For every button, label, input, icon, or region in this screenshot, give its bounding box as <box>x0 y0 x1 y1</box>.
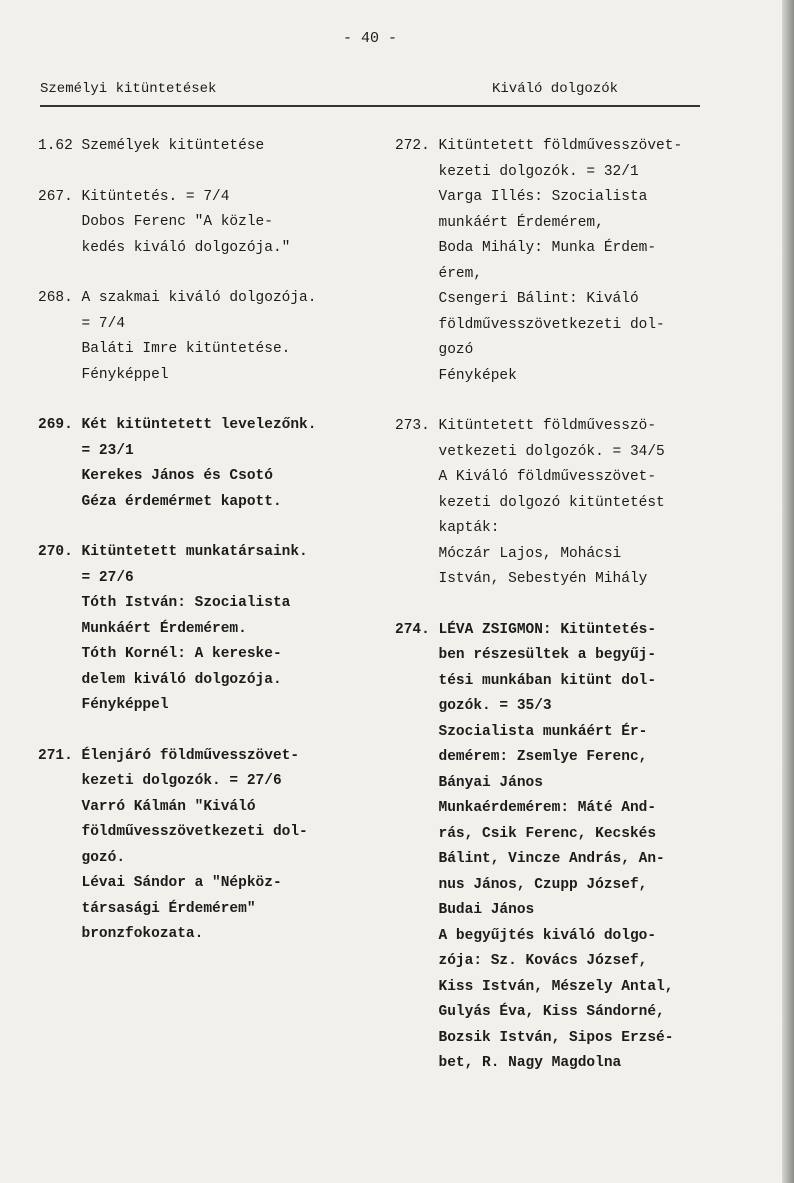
entry <box>38 744 368 948</box>
entry-line: 267. Kitüntetés. = 7/4 <box>38 188 230 205</box>
entry-line: bronzfokozata. <box>38 926 204 942</box>
entry-line: Kerekes János és Csotó <box>38 468 273 484</box>
entry-line: zója: Sz. Kovács József, <box>395 953 648 969</box>
entry <box>38 540 368 719</box>
entry-line: = 7/4 <box>38 315 126 332</box>
entry-line: 271. Élenjáró földművesszövet- <box>38 747 300 764</box>
entry-line: tési munkában kitünt dol- <box>395 672 657 689</box>
entry-line: A begyűjtés kiváló dolgo- <box>395 927 657 944</box>
entry-line: Munkáért Érdemérem. <box>38 620 247 637</box>
entry-line: kezeti dolgozó kitüntetést <box>395 494 665 511</box>
entry <box>38 286 368 388</box>
entry-line: = 27/6 <box>38 569 134 586</box>
entry <box>38 185 368 262</box>
entry-line: Dobos Ferenc "A közle- <box>38 214 273 230</box>
entry-line: Boda Mihály: Munka Érdem- <box>395 240 657 256</box>
page-edge-shadow <box>782 0 794 1183</box>
entry-line: gozók. = 35/3 <box>395 698 552 714</box>
entry-line: Kiss István, Mészely Antal, <box>395 978 674 995</box>
entry-line: Bálint, Vincze András, An- <box>395 851 665 867</box>
entry-line: földművesszövetkezeti dol- <box>38 824 308 840</box>
entry-line: István, Sebestyén Mihály <box>395 571 648 587</box>
entry-line: földművesszövetkezeti dol- <box>395 316 665 333</box>
entry-line: Bozsik István, Sipos Erzsé- <box>395 1029 674 1046</box>
left-column <box>38 134 368 973</box>
entry-line: Szocialista munkáért Ér- <box>395 723 648 740</box>
entry-line: A Kiváló földművesszövet- <box>395 469 657 485</box>
entry-line: bet, R. Nagy Magdolna <box>395 1055 622 1071</box>
entry-line: Varga Illés: Szocialista <box>395 189 648 205</box>
entry-line: Géza érdemérmet kapott. <box>38 493 282 510</box>
entry-line: 270. Kitüntetett munkatársaink. <box>38 544 308 560</box>
entry-line: gozó. <box>38 849 126 866</box>
right-column <box>395 134 735 1102</box>
entry-line: Móczár Lajos, Mohácsi <box>395 545 622 562</box>
entry-line: nus János, Czupp József, <box>395 876 648 893</box>
entry-line: Fényképpel <box>38 366 169 383</box>
entry-line: Csengeri Bálint: Kiváló <box>395 291 639 307</box>
running-header <box>40 81 700 107</box>
entry <box>395 618 735 1077</box>
entry-line: kedés kiváló dolgozója." <box>38 239 291 256</box>
entry <box>395 414 735 593</box>
entry-line: érem, <box>395 265 483 282</box>
entry-line: Gulyás Éva, Kiss Sándorné, <box>395 1004 665 1020</box>
entry-line: 273. Kitüntetett földművesszö- <box>395 418 657 434</box>
entry-line: Bányai János <box>395 774 543 791</box>
entry <box>395 134 735 389</box>
entry-line: 272. Kitüntetett földművesszövet- <box>395 138 683 154</box>
entry-line: = 23/1 <box>38 442 134 459</box>
entry-line: kezeti dolgozók. = 32/1 <box>395 163 639 180</box>
entry-line: Baláti Imre kitüntetése. <box>38 341 291 357</box>
entry-line: Varró Kálmán "Kiváló <box>38 798 256 815</box>
entry-line: Fényképpel <box>38 697 169 713</box>
entry-line: ben részesültek a begyűj- <box>395 647 657 663</box>
entry-line: Lévai Sándor a "Népköz- <box>38 875 282 891</box>
entry-line: Tóth Kornél: A kereske- <box>38 646 282 662</box>
entry-line: kezeti dolgozók. = 27/6 <box>38 773 282 789</box>
entry-line: delem kiváló dolgozója. <box>38 671 282 688</box>
header-right-title: Kiváló dolgozók <box>492 81 619 97</box>
entry-line: Budai János <box>395 902 535 918</box>
entry-line: 1.62 Személyek kitüntetése <box>38 138 265 154</box>
entry-line: 274. LÉVA ZSIGMON: Kitüntetés- <box>395 621 657 638</box>
entry-line: társasági Érdemérem" <box>38 900 256 917</box>
entry-line: munkáért Érdemérem, <box>395 214 604 231</box>
entry-line: rás, Csik Ferenc, Kecskés <box>395 825 657 842</box>
entry-line: 269. Két kitüntetett levelezőnk. <box>38 417 317 433</box>
header-left-title: Személyi kitüntetések <box>40 81 217 97</box>
entry-line: Munkaérdemérem: Máté And- <box>395 800 657 816</box>
entry-line: 268. A szakmai kiváló dolgozója. <box>38 290 317 306</box>
page-number: - 40 - <box>342 30 397 47</box>
entry <box>38 134 368 160</box>
entry-line: vetkezeti dolgozók. = 34/5 <box>395 443 665 460</box>
entry <box>38 413 368 515</box>
entry-line: kapták: <box>395 520 500 536</box>
entry-line: demérem: Zsemlye Ferenc, <box>395 749 648 765</box>
entry-line: Fényképek <box>395 367 517 384</box>
entry-line: gozó <box>395 342 474 358</box>
entry-line: Tóth István: Szocialista <box>38 595 291 611</box>
